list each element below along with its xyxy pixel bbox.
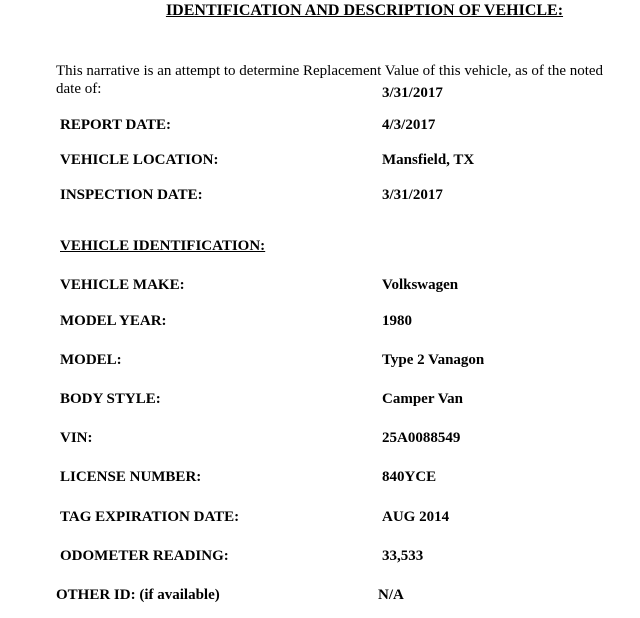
- body-style-label: BODY STYLE:: [60, 391, 161, 407]
- vehicle-make-value: Volkswagen: [382, 277, 459, 293]
- model-label: MODEL:: [60, 352, 122, 368]
- model-value: Type 2 Vanagon: [382, 352, 485, 368]
- section-heading-vehicle-identification: VEHICLE IDENTIFICATION:: [60, 238, 266, 254]
- odometer-reading-label: ODOMETER READING:: [60, 548, 229, 564]
- valuation-date: 3/31/2017: [382, 85, 443, 101]
- tag-expiration-date-value: AUG 2014: [382, 509, 450, 525]
- license-number-label: LICENSE NUMBER:: [60, 469, 202, 485]
- document-title: IDENTIFICATION AND DESCRIPTION OF VEHICLE:: [165, 2, 564, 19]
- inspection-date-label: INSPECTION DATE:: [60, 187, 203, 203]
- vehicle-make-label: VEHICLE MAKE:: [60, 277, 185, 293]
- other-id-value: N/A: [378, 587, 404, 603]
- vehicle-location-value: Mansfield, TX: [382, 152, 475, 168]
- intro-paragraph: This narrative is an attempt to determine Replacement Value of this vehicle, as of the noted date of:: [56, 63, 604, 97]
- tag-expiration-date-label: TAG EXPIRATION DATE:: [60, 509, 240, 525]
- inspection-date-value: 3/31/2017: [382, 187, 443, 203]
- model-year-value: 1980: [382, 313, 412, 329]
- model-year-label: MODEL YEAR:: [60, 313, 167, 329]
- odometer-reading-value: 33,533: [382, 548, 424, 564]
- report-date-value: 4/3/2017: [382, 117, 436, 133]
- vehicle-location-label: VEHICLE LOCATION:: [60, 152, 219, 168]
- body-style-value: Camper Van: [382, 391, 463, 407]
- vin-value: 25A0088549: [382, 430, 461, 446]
- other-id-label: OTHER ID: (if available): [56, 587, 220, 603]
- license-number-value: 840YCE: [382, 469, 437, 485]
- report-date-label: REPORT DATE:: [60, 117, 172, 133]
- vin-label: VIN:: [60, 430, 93, 446]
